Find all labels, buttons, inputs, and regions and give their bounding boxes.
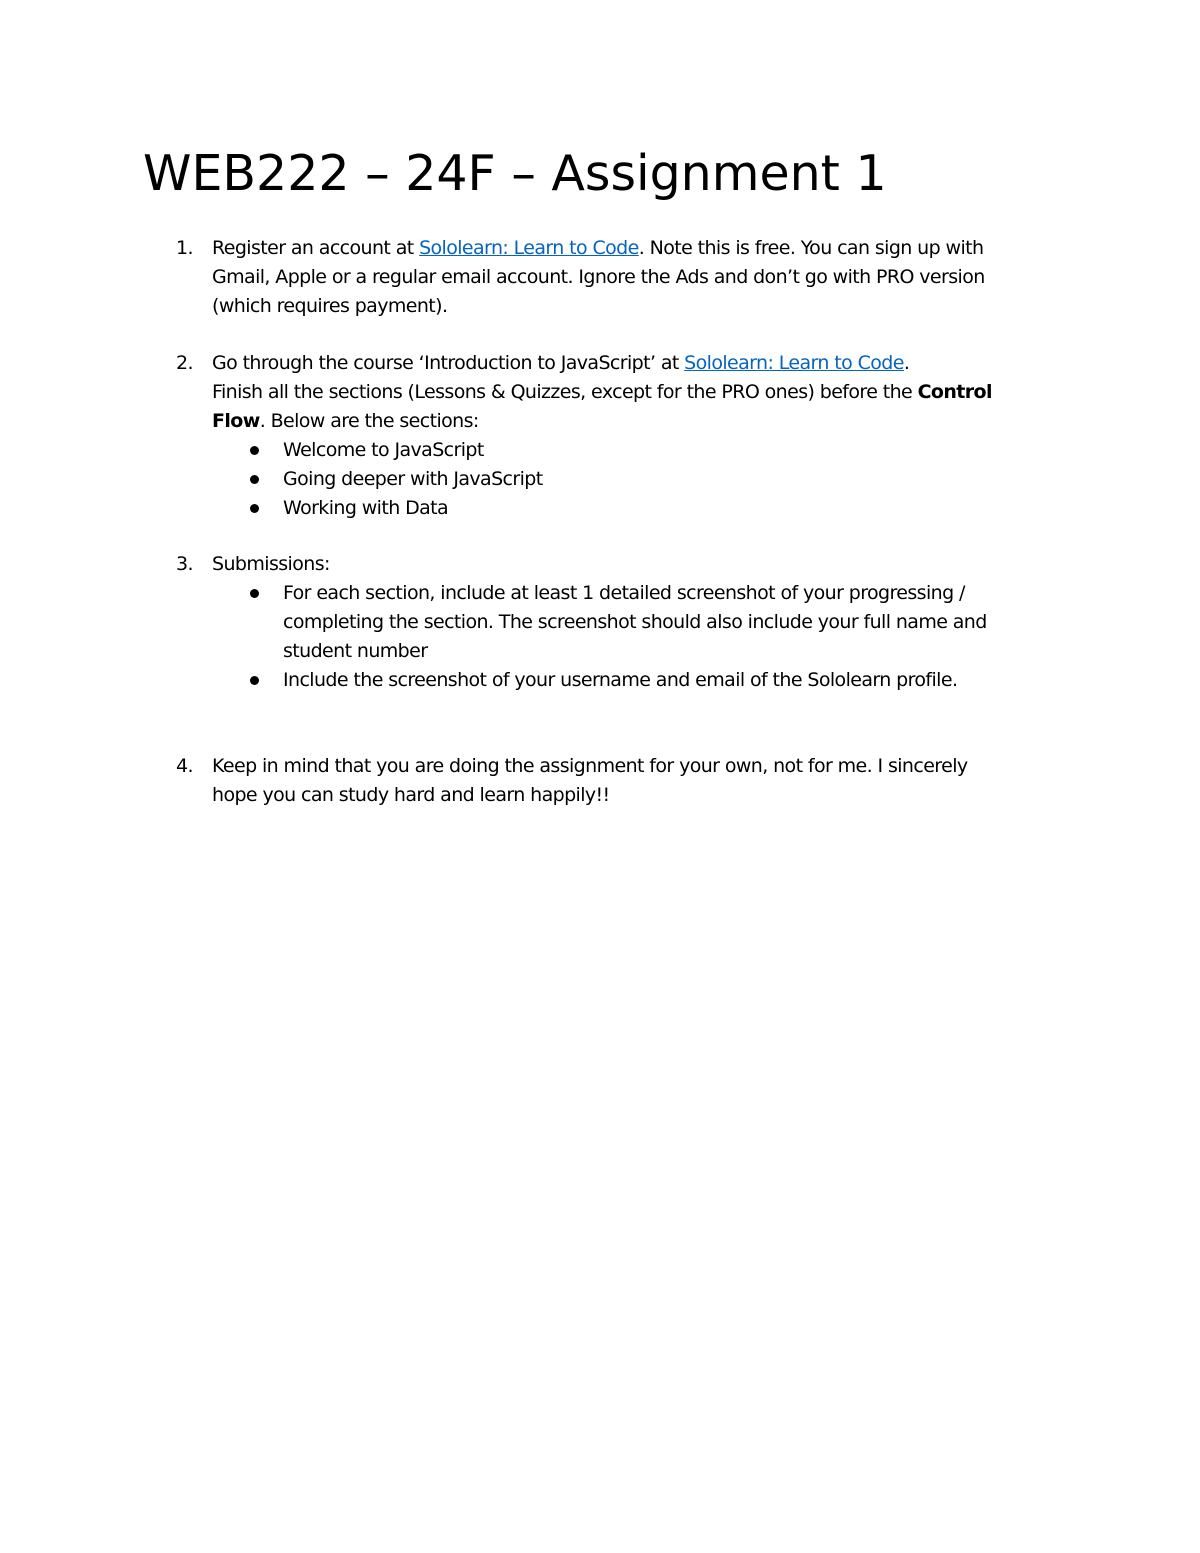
item-body — [212, 550, 1052, 695]
bullet-text: Include the screenshot of your username and email of the Sololearn profile. — [283, 669, 958, 691]
item-line — [212, 349, 1052, 378]
item-line: Submissions: — [212, 553, 330, 575]
item-text: Register an account at — [212, 237, 420, 259]
item-number: 4. — [176, 755, 193, 777]
item-line — [212, 378, 1052, 407]
sololearn-link[interactable]: Sololearn: Learn to Code — [419, 237, 639, 259]
bullet-item — [212, 666, 1052, 695]
submission-bullet-list — [212, 579, 1052, 695]
item-line: Gmail, Apple or a regular email account. Ignore the Ads and don’t go with PRO version — [212, 266, 985, 288]
item-text: Finish all the sections (Lessons & Quizzes, except for the PRO ones) before the — [212, 381, 918, 403]
bullet-icon — [250, 475, 259, 484]
bullet-item — [212, 465, 1052, 494]
bullet-icon — [250, 589, 259, 598]
item-body — [212, 752, 1052, 810]
document-title: WEB222 – 24F – Assignment 1 — [143, 145, 887, 202]
bullet-text: Going deeper with JavaScript — [283, 468, 543, 490]
item-line: hope you can study hard and learn happily!! — [212, 784, 610, 806]
bullet-text: student number — [283, 640, 428, 662]
item-text: . Below are the sections: — [259, 410, 479, 432]
item-line: (which requires payment). — [212, 295, 448, 317]
bullet-item — [212, 579, 1052, 666]
bullet-text: For each section, include at least 1 detailed screenshot of your progressing / — [283, 582, 965, 604]
item-body — [212, 349, 1052, 523]
item-body — [212, 234, 1052, 321]
item-number: 1. — [176, 237, 193, 259]
bullet-text: Working with Data — [283, 497, 449, 519]
bullet-item — [212, 436, 1052, 465]
bullet-icon — [250, 446, 259, 455]
item-bold-text: Control — [917, 381, 992, 403]
bullet-icon — [250, 676, 259, 685]
bullet-icon — [250, 504, 259, 513]
sololearn-link[interactable]: Sololearn: Learn to Code — [684, 352, 904, 374]
item-number: 3. — [176, 553, 193, 575]
item-text: . Note this is free. You can sign up with — [638, 237, 984, 259]
item-text: Go through the course ‘Introduction to JavaScript’ at — [212, 352, 685, 374]
item-text: . — [903, 352, 910, 374]
bullet-item — [212, 494, 1052, 523]
item-line — [212, 407, 1052, 436]
bullet-text: completing the section. The screenshot should also include your full name and — [283, 611, 987, 633]
bullet-text: Welcome to JavaScript — [283, 439, 484, 461]
item-number: 2. — [176, 352, 193, 374]
item-line — [212, 234, 1052, 263]
item-line: Keep in mind that you are doing the assignment for your own, not for me. I sincerely — [212, 755, 968, 777]
item-bold-text: Flow — [212, 410, 260, 432]
section-bullet-list — [212, 436, 1052, 523]
